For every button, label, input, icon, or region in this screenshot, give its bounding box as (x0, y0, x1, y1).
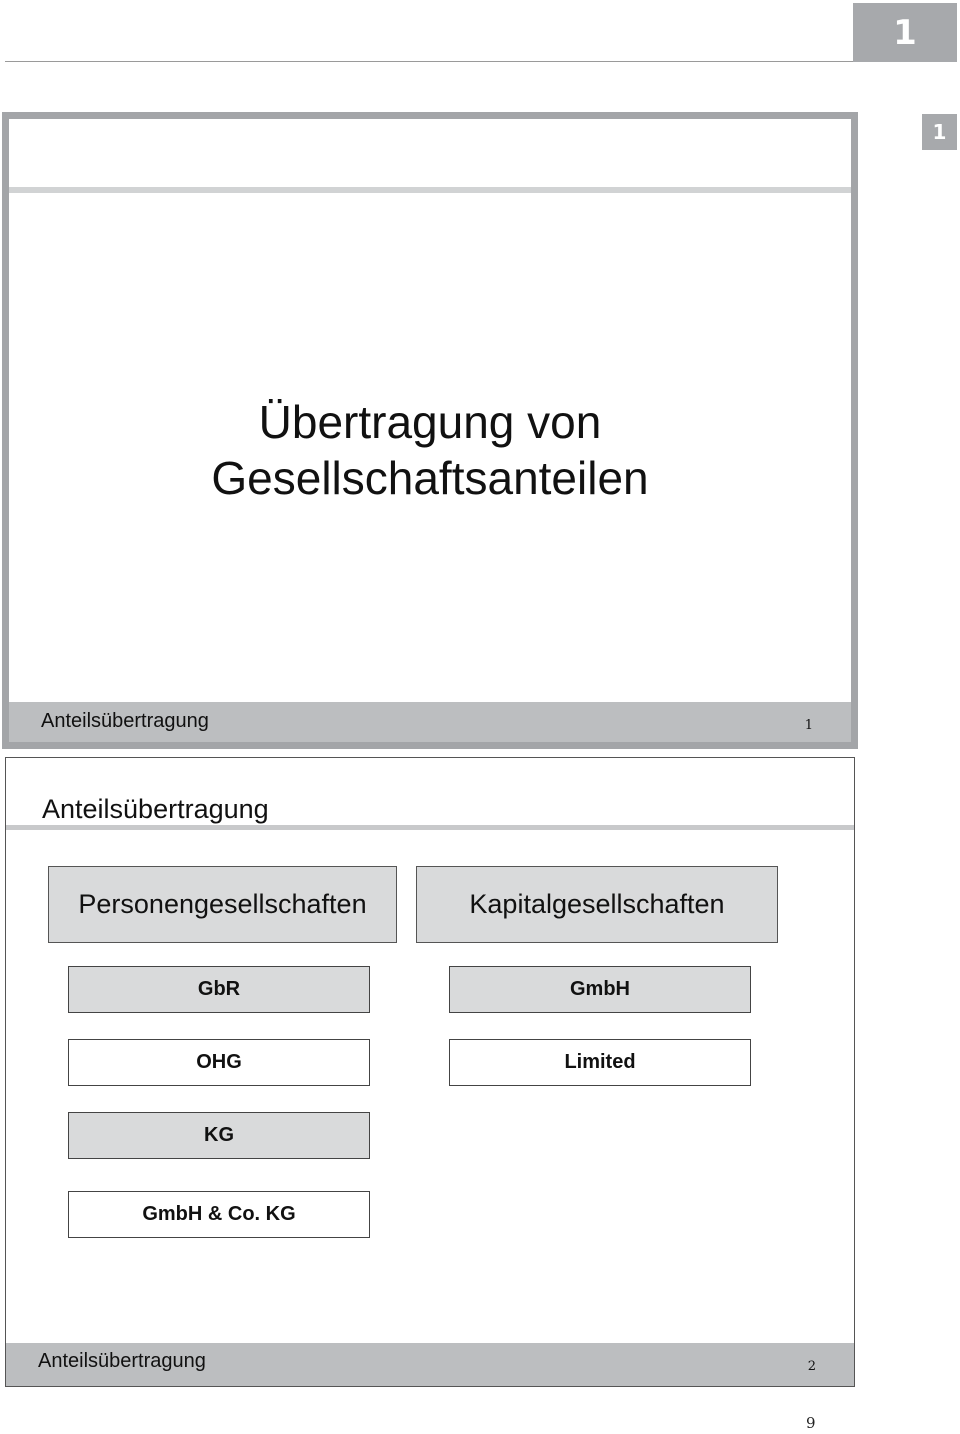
slide-title-line-2: Gesellschaftsanteilen (211, 452, 649, 504)
entity-ohg: OHG (68, 1039, 370, 1086)
slide-heading: Anteilsübertragung (42, 794, 269, 824)
chapter-tab: 1 (853, 3, 957, 62)
header-rule (5, 61, 855, 62)
slide-title-line-1: Übertragung von (258, 396, 602, 448)
slide-footer (6, 1343, 854, 1386)
entity-limited: Limited (449, 1039, 751, 1086)
slide-2 (5, 757, 855, 1387)
page-number: 9 (806, 1414, 816, 1432)
entity-gmbh-co-kg: GmbH & Co. KG (68, 1191, 370, 1238)
slide-number: 2 (807, 1359, 816, 1374)
footer-text: Anteilsübertragung (38, 1350, 206, 1372)
footer-text: Anteilsübertragung (41, 710, 209, 732)
category-personengesellschaften: Personengesellschaften (48, 866, 397, 943)
slide-header-rule (6, 825, 854, 830)
slide-header-rule (9, 187, 851, 193)
chapter-marker: 1 (922, 114, 957, 150)
entity-kg: KG (68, 1112, 370, 1159)
slide-1 (2, 112, 858, 749)
entity-gbr: GbR (68, 966, 370, 1013)
slide-number: 1 (804, 718, 813, 733)
slide-title (9, 394, 851, 506)
entity-gmbh: GmbH (449, 966, 751, 1013)
slide-footer (9, 702, 851, 742)
category-kapitalgesellschaften: Kapitalgesellschaften (416, 866, 778, 943)
